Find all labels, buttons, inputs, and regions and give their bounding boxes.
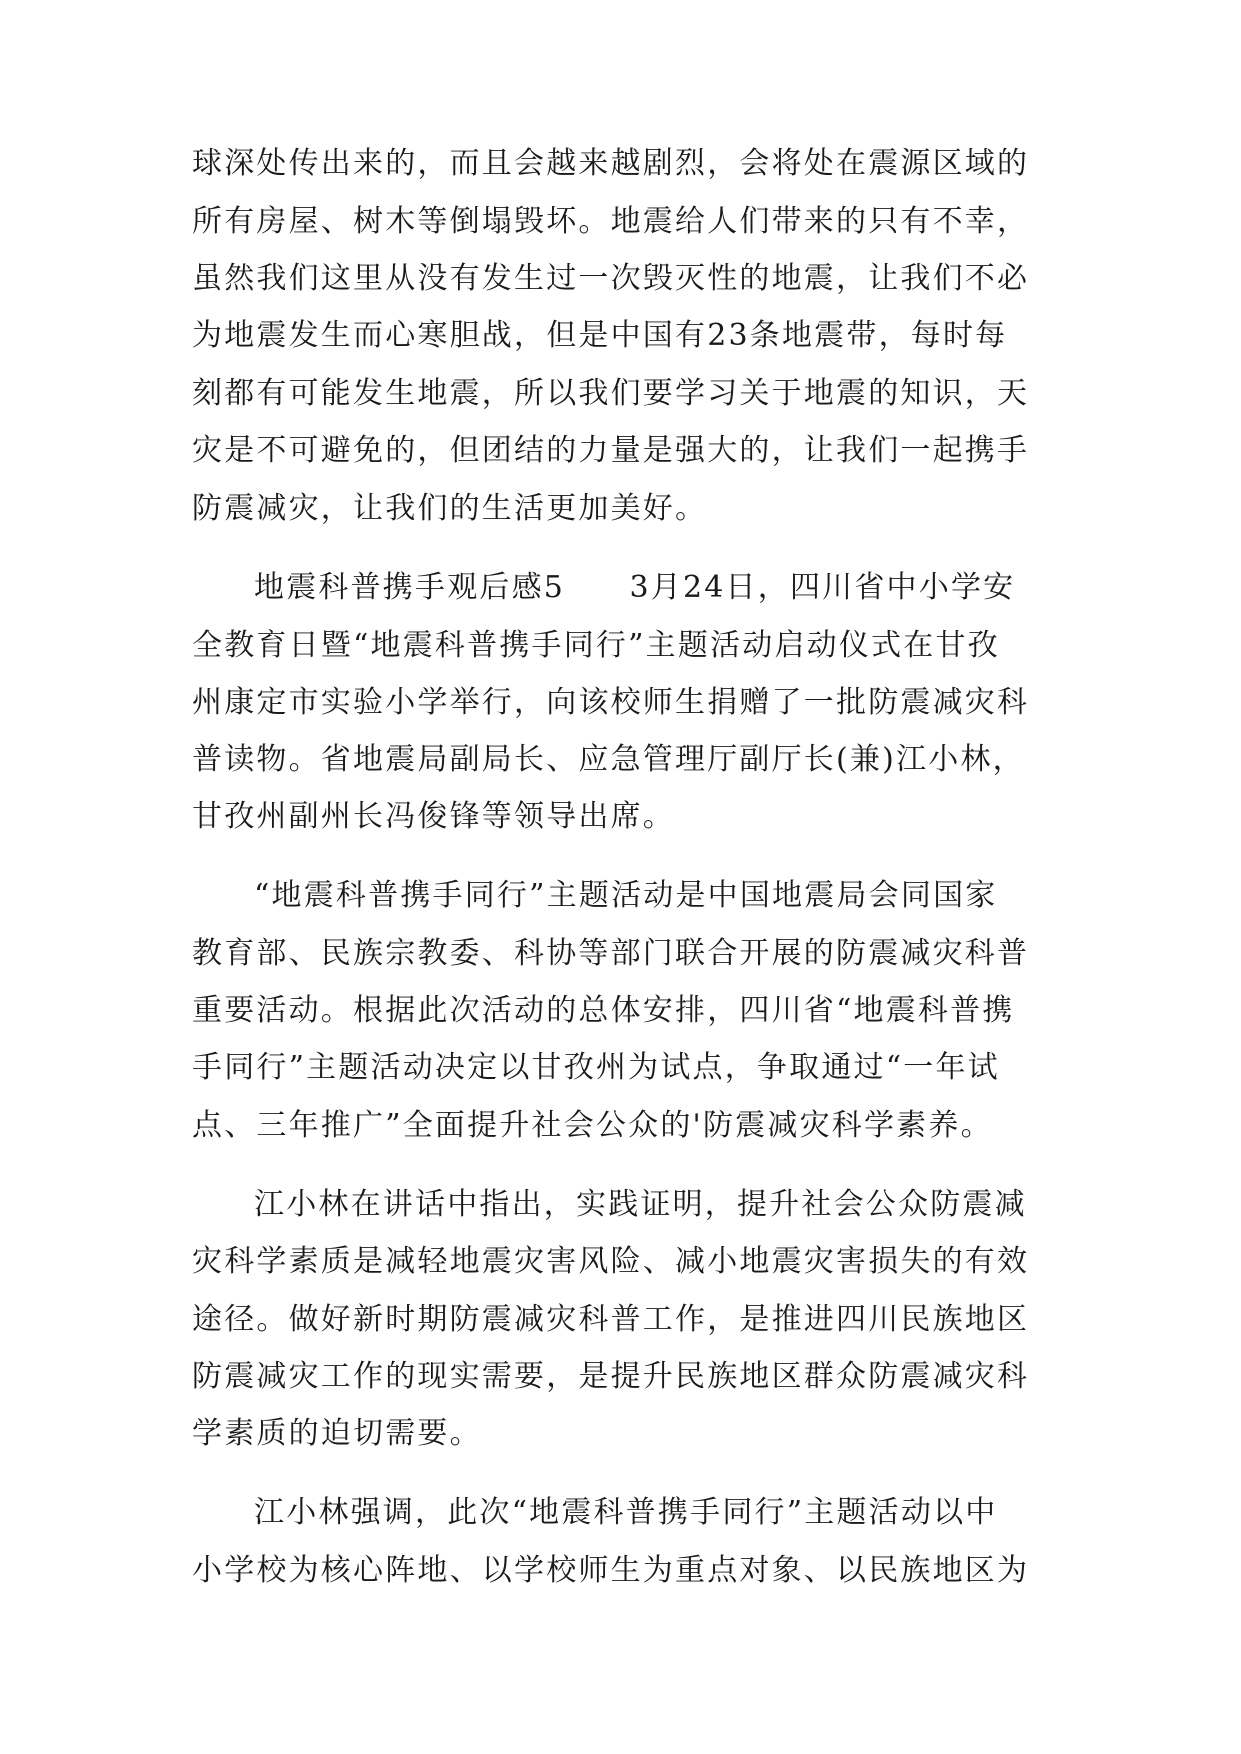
body-text-line: 虽然我们这里从没有发生过一次毁灭性的地震，让我们不必 bbox=[192, 261, 1030, 296]
body-text-line: 学素质的迫切需要。 bbox=[192, 1416, 482, 1451]
body-text-line: 所有房屋、树木等倒塌毁坏。地震给人们带来的只有不幸， bbox=[192, 204, 1030, 239]
body-text-line: 甘孜州副州长冯俊锋等领导出席。 bbox=[192, 799, 675, 834]
paragraph-start-line: “地震科普携手同行”主题活动是中国地震局会同国家 bbox=[254, 878, 998, 913]
body-text-line: 为地震发生而心寒胆战，但是中国有23条地震带，每时每 bbox=[192, 318, 1008, 353]
body-text-line: 手同行”主题活动决定以甘孜州为试点，争取通过“一年试 bbox=[192, 1050, 1000, 1085]
body-text-line: 球深处传出来的，而且会越来越剧烈，会将处在震源区域的 bbox=[192, 146, 1030, 181]
body-text-line: 途径。做好新时期防震减灾科普工作，是推进四川民族地区 bbox=[192, 1302, 1030, 1337]
paragraph-start-line: 地震科普携手观后感5 3月24日，四川省中小学安 bbox=[254, 570, 1016, 605]
body-text-line: 防震减灾，让我们的生活更加美好。 bbox=[192, 491, 708, 526]
body-text-line: 普读物。省地震局副局长、应急管理厅副厅长(兼)江小林， bbox=[192, 742, 1025, 777]
body-text-line: 防震减灾工作的现实需要，是提升民族地区群众防震减灾科 bbox=[192, 1359, 1030, 1394]
body-text-line: 灾科学素质是减轻地震灾害风险、减小地震灾害损失的有效 bbox=[192, 1244, 1030, 1279]
paragraph-start-line: 江小林在讲话中指出，实践证明，提升社会公众防震减 bbox=[254, 1187, 1027, 1222]
body-text-line: 刻都有可能发生地震，所以我们要学习关于地震的知识，天 bbox=[192, 376, 1030, 411]
body-text-line: 全教育日暨“地震科普携手同行”主题活动启动仪式在甘孜 bbox=[192, 628, 1000, 663]
body-text-line: 重要活动。根据此次活动的总体安排，四川省“地震科普携 bbox=[192, 993, 1015, 1028]
body-text-line: 点、三年推广”全面提升社会公众的'防震减灾科学素养。 bbox=[192, 1108, 993, 1143]
paragraph-start-line: 江小林强调，此次“地震科普携手同行”主题活动以中 bbox=[254, 1495, 998, 1530]
body-text-line: 小学校为核心阵地、以学校师生为重点对象、以民族地区为 bbox=[192, 1553, 1030, 1588]
body-text-line: 灾是不可避免的，但团结的力量是强大的，让我们一起携手 bbox=[192, 433, 1030, 468]
body-text-line: 教育部、民族宗教委、科协等部门联合开展的防震减灾科普 bbox=[192, 936, 1030, 971]
body-text-line: 州康定市实验小学举行，向该校师生捐赠了一批防震减灾科 bbox=[192, 685, 1030, 720]
